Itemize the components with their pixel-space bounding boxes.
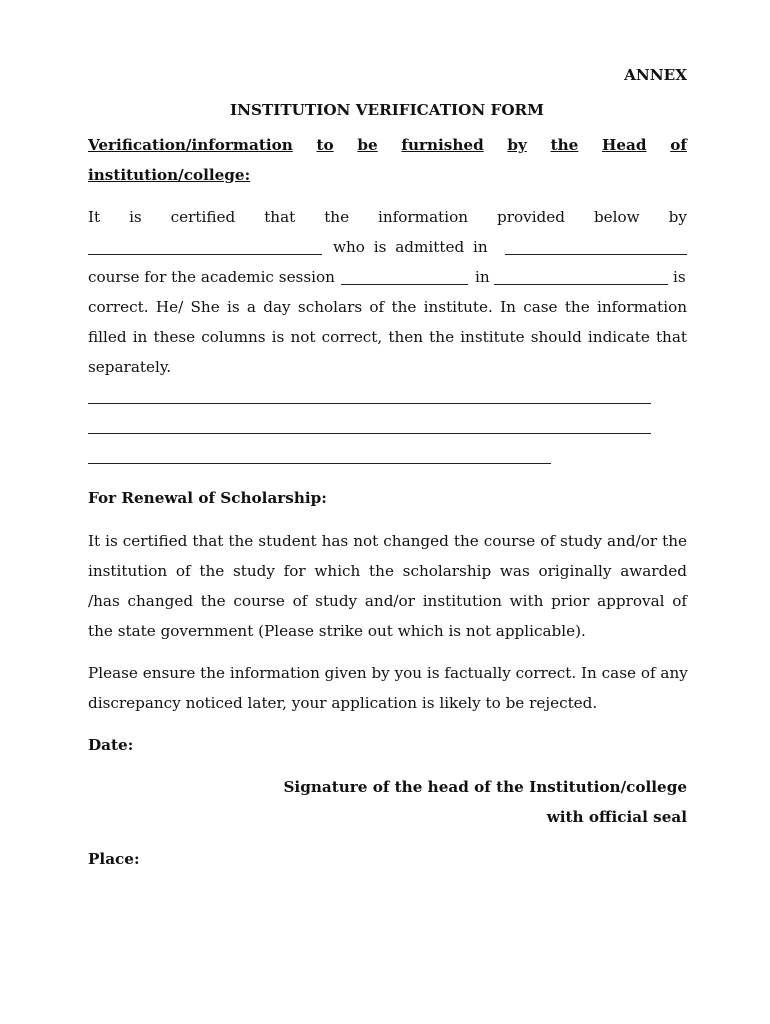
renewal-line-1: It is certified that the student has not changed the course of study and/or the (88, 532, 687, 550)
remarks-line-2[interactable] (88, 433, 651, 434)
certify-word: information (378, 208, 469, 226)
signature-line-1: Signature of the head of the Institution/college (283, 778, 687, 796)
certify-line-1 (88, 207, 687, 227)
heading-line-2: institution/college: (88, 166, 251, 184)
certify-word: by (668, 208, 687, 226)
certify-word: is (129, 208, 142, 226)
notice-line-1: Please ensure the information given by you is factually correct. In case of any (88, 664, 688, 682)
certify-line-4: correct. He/ She is a day scholars of the institute. In case the information (88, 298, 687, 316)
renewal-heading: For Renewal of Scholarship: (88, 489, 327, 507)
course-name-blank[interactable] (505, 254, 687, 255)
date-label: Date: (88, 736, 134, 754)
certify-line-5: filled in these columns is not correct, then the institute should indicate that (88, 328, 687, 346)
certify-word: the (324, 208, 350, 226)
renewal-line-2: institution of the study for which the scholarship was originally awarded (88, 562, 687, 580)
heading-line-1 (88, 135, 687, 155)
notice-line-2: discrepancy noticed later, your application is likely to be rejected. (88, 694, 598, 712)
certify-line-6: separately. (88, 358, 172, 376)
institution-blank[interactable] (494, 284, 668, 285)
form-title: INSTITUTION VERIFICATION FORM (230, 101, 544, 119)
academic-session-text: course for the academic session (88, 268, 335, 286)
heading-word: be (357, 136, 378, 154)
heading-word: Head (602, 136, 647, 154)
remarks-line-1[interactable] (88, 403, 651, 404)
who-is-admitted-in-text: who is admitted in (333, 238, 488, 256)
student-name-blank[interactable] (88, 254, 322, 255)
certify-word: certified (170, 208, 236, 226)
certify-word: that (264, 208, 296, 226)
place-label: Place: (88, 850, 140, 868)
heading-word: the (550, 136, 579, 154)
session-blank[interactable] (341, 284, 468, 285)
renewal-line-3: /has changed the course of study and/or institution with prior approval of (88, 592, 687, 610)
heading-word: by (507, 136, 527, 154)
heading-word: to (316, 136, 334, 154)
in-text: in (475, 268, 490, 286)
annex-label: ANNEX (624, 66, 687, 84)
remarks-line-3[interactable] (88, 463, 551, 464)
heading-word: Verification/information (88, 136, 293, 154)
heading-word: of (670, 136, 687, 154)
certify-word: provided (496, 208, 565, 226)
signature-line-2: with official seal (546, 808, 687, 826)
certify-word: It (88, 208, 101, 226)
certify-word: below (593, 208, 640, 226)
heading-word: furnished (401, 136, 484, 154)
is-text: is (673, 268, 686, 286)
renewal-line-4: the state government (Please strike out which is not applicable). (88, 622, 586, 640)
